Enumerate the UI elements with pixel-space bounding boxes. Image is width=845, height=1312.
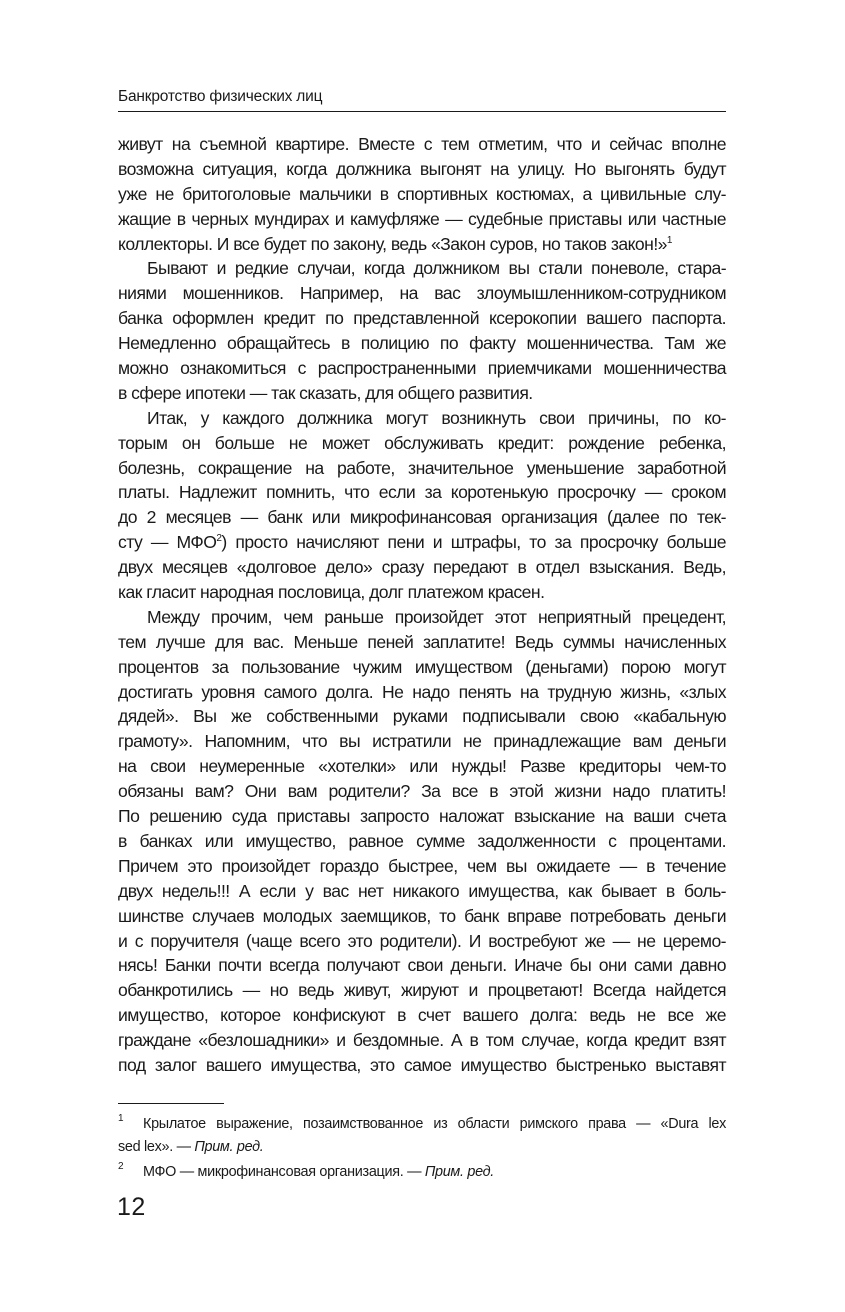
text-line: живут на съемной квартире. Вместе с тем отметим, что и сейчас вполне <box>118 134 726 154</box>
text-line: дядей». Вы же собственными руками подписывали свою «кабальную <box>118 706 726 727</box>
footnote-text: Крылатое выражение, позаимствованное из области римского права — «Dura lex <box>143 1116 726 1132</box>
text-line: грамоту». Напомним, что вы истратили не принадлежащие вам деньги <box>118 731 726 752</box>
footnote-line <box>118 1113 726 1136</box>
footnote-ref: 1 <box>666 234 672 246</box>
text-line: торым он больше не может обслуживать кредит: рождение ребенка, <box>118 432 726 453</box>
text-line: Причем это произойдет гораздо быстрее, чем вы ожидаете — в течение <box>118 855 726 876</box>
paragraph <box>118 406 726 605</box>
text-line: нясь! Банки почти всегда получают свои деньги. Иначе бы они сами давно <box>118 955 726 976</box>
text-line: жащие в черных мундирах и камуфляже — судебные приставы или частные <box>118 208 726 229</box>
header-rule <box>118 111 726 112</box>
text-line: как гласит народная пословица, долг платежом красен. <box>118 582 545 603</box>
main-text <box>118 132 726 1078</box>
text-line: двух недель!!! А если у вас нет никакого имущества, как бывает в боль- <box>118 880 726 901</box>
text-line: обанкротились — но ведь живут, жируют и процветают! Всегда найдется <box>118 980 726 1001</box>
text-line: уже не бритоголовые мальчики в спортивных костюмах, а цивильные слу- <box>118 183 726 204</box>
text-line: достигать уровня самого долга. Не надо пенять на трудную жизнь, «злых <box>118 681 726 702</box>
footnote-text: МФО — микрофинансовая организация. — <box>143 1164 425 1180</box>
text-line: на свои неумеренные «хотелки» или нужды! Разве кредиторы чем-то <box>118 756 726 777</box>
text-line: Между прочим, чем раньше произойдет этот неприятный прецедент, <box>147 606 726 627</box>
text-line: Бывают и редкие случаи, когда должником вы стали поневоле, стара- <box>147 258 726 279</box>
footnote-2 <box>118 1161 726 1184</box>
text-line: ниями мошенников. Например, на вас злоумышленником-сотрудником <box>118 283 726 304</box>
text-line: банка оформлен кредит по представленной ксерокопии вашего паспорта. <box>118 308 726 329</box>
text-line: возможна ситуация, когда должника выгонят на улицу. Но выгонять будут <box>118 158 726 179</box>
text-line: тем лучше для вас. Меньше пеней заплатите! Ведь суммы начисленных <box>118 631 726 652</box>
text-line <box>118 530 726 555</box>
page-number: 12 <box>117 1193 146 1221</box>
running-head: Банкротство физических лиц <box>118 88 323 105</box>
text-line: до 2 месяцев — банк или микрофинансовая организация (далее по тек- <box>118 507 726 528</box>
text-line: болезнь, сокращение на работе, значительное уменьшение заработной <box>118 457 726 478</box>
footnote-line <box>118 1136 726 1159</box>
text-line: имущество, которое конфискуют в счет вашего долга: ведь не все же <box>118 1005 726 1026</box>
text-line: платы. Надлежит помнить, что если за коротенькую просрочку — сроком <box>118 482 726 503</box>
editor-note: Прим. ред. <box>424 1164 494 1180</box>
text-line: под залог вашего имущества, это самое имущество быстренько выставят <box>118 1054 726 1075</box>
paragraph <box>118 256 726 405</box>
footnote-marker: 1 <box>118 1113 124 1124</box>
footnote-rule <box>118 1103 224 1104</box>
text-line <box>118 232 726 257</box>
editor-note: Прим. ред. <box>194 1138 264 1155</box>
text-line: процентов за пользование чужим имуществом (деньгами) порою могут <box>118 656 726 677</box>
text-line: в сфере ипотеки — так сказать, для общего развития. <box>118 382 533 403</box>
text-segment: сту — МФО <box>118 532 217 553</box>
text-line: По решению суда приставы запросто наложат взыскание на ваши счета <box>118 806 726 827</box>
text-segment: ) просто начисляют пени и штрафы, то за просрочку больше <box>221 532 726 553</box>
text-line: можно ознакомиться с распространенными приемчиками мошенничества <box>118 358 726 379</box>
footnote-text: sed lex». — <box>118 1138 195 1155</box>
paragraph <box>118 132 726 256</box>
footnote-line <box>118 1161 726 1184</box>
text-line: граждане «безлошадники» и бездомные. А в том случае, когда кредит взят <box>118 1030 726 1051</box>
text-line: и с поручителя (чаще всего это родители). И востребуют же — не церемо- <box>118 930 726 951</box>
footnote-marker: 2 <box>118 1161 124 1172</box>
footnote-ref: 2 <box>216 533 222 545</box>
text-line: двух месяцев «долговое дело» сразу передают в отдел взыскания. Ведь, <box>118 557 726 578</box>
footnote-1 <box>118 1113 726 1158</box>
text-segment: коллекторы. И все будет по закону, ведь «Закон суров, но таков закон!» <box>118 233 667 254</box>
text-line: в банках или имущество, равное сумме задолженности с процентами. <box>118 830 726 851</box>
text-line: шинстве случаев молодых заемщиков, то банк вправе потребовать деньги <box>118 905 726 926</box>
text-line: Итак, у каждого должника могут возникнуть свои причины, по ко- <box>147 407 726 428</box>
footnotes <box>118 1113 726 1184</box>
text-line: обязаны вам? Они вам родители? За все в этой жизни надо платить! <box>118 781 726 802</box>
paragraph <box>118 605 726 1078</box>
text-line: Немедленно обращайтесь в полицию по факту мошенничества. Там же <box>118 333 726 354</box>
